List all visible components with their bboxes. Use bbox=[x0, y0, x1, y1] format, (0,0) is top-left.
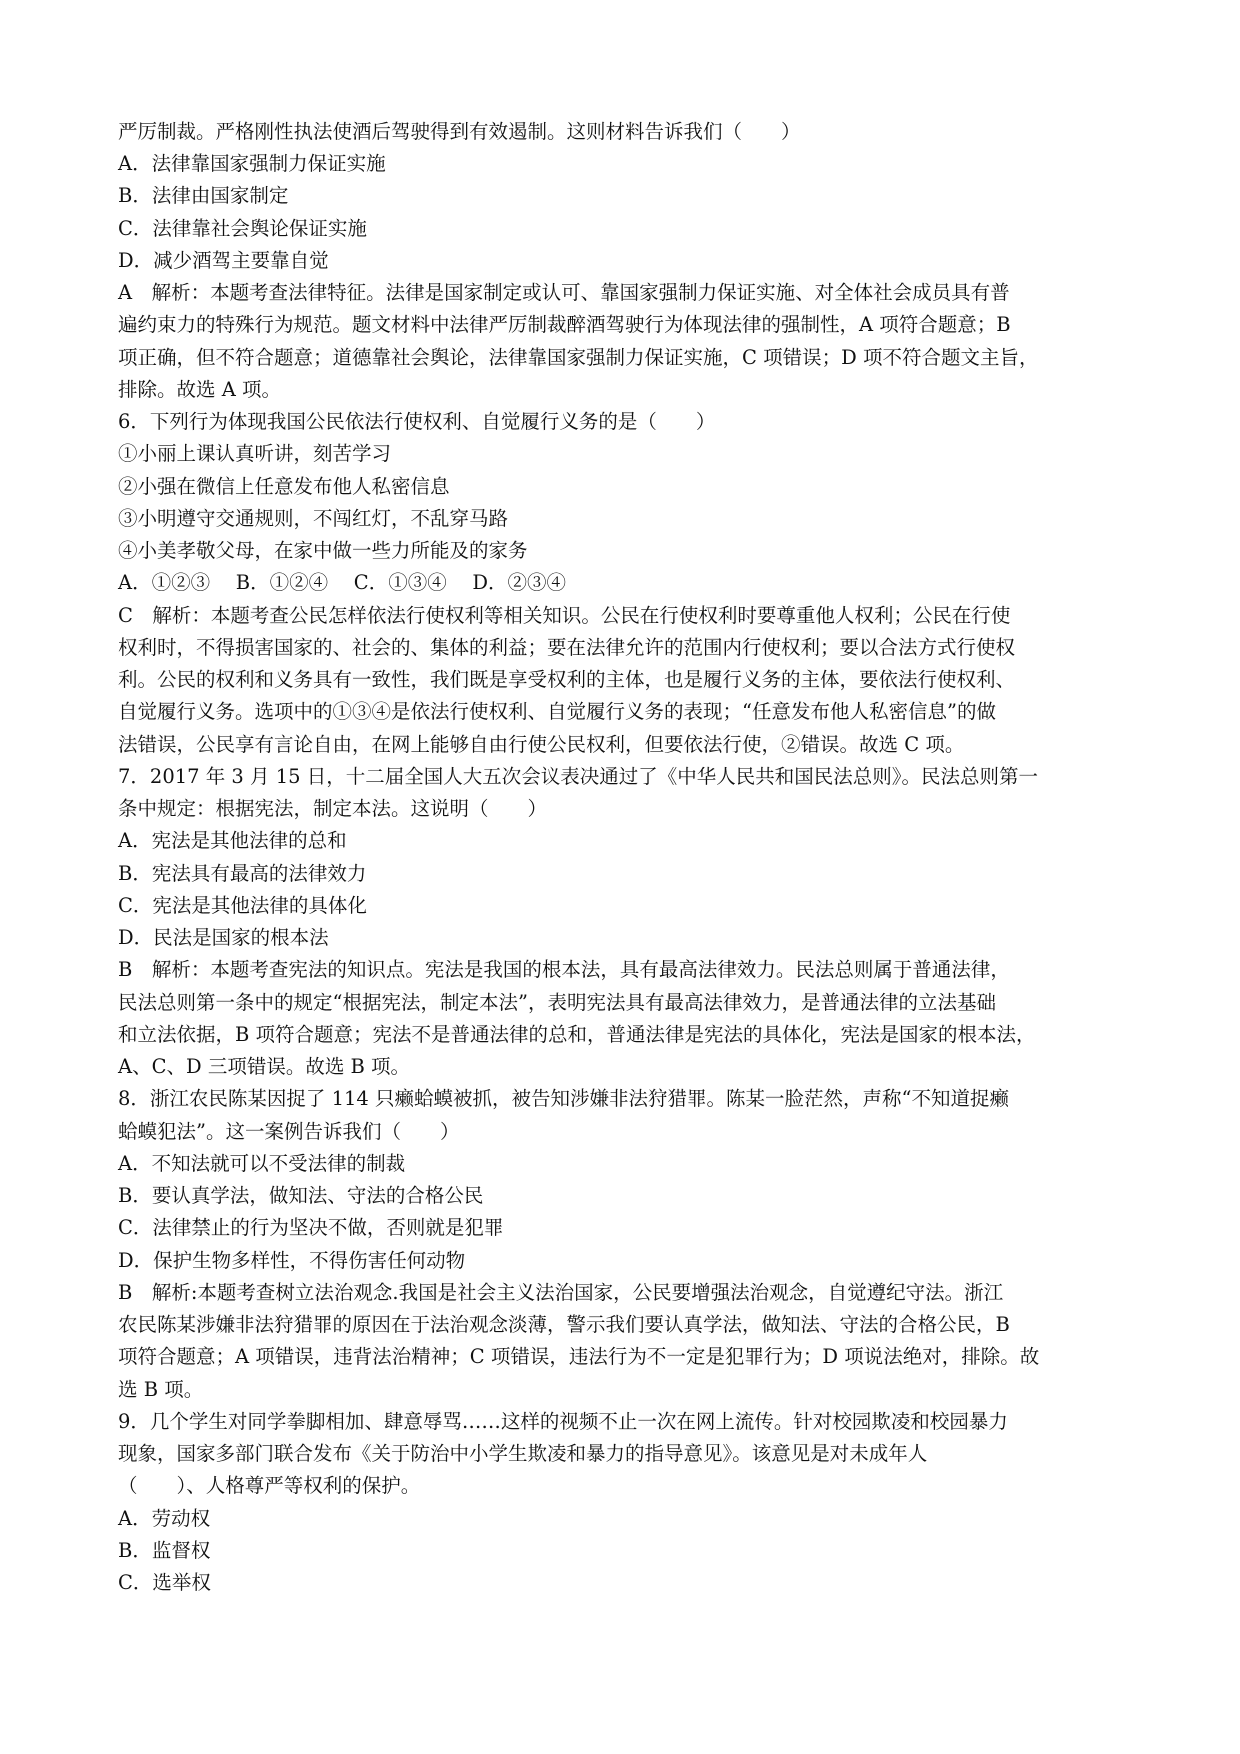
text-line: D．保护生物多样性，不得伤害任何动物 bbox=[118, 1249, 466, 1272]
text-line: A．不知法就可以不受法律的制裁 bbox=[118, 1152, 406, 1175]
text-line: 遍约束力的特殊行为规范。题文材料中法律严厉制裁醉酒驾驶行为体现法律的强制性，A 项符合题意；B bbox=[118, 313, 1011, 336]
text-line: C．选举权 bbox=[118, 1571, 211, 1594]
text-line: ③小明遵守交通规则，不闯红灯，不乱穿马路 bbox=[118, 507, 509, 530]
text-line: 条中规定：根据宪法，制定本法。这说明（ ） bbox=[118, 797, 548, 820]
text-line: 自觉履行义务。选项中的①③④是依法行使权利、自觉履行义务的表现；“任意发布他人私密信息”的做 bbox=[118, 700, 996, 723]
text-line: C．法律靠社会舆论保证实施 bbox=[118, 217, 367, 240]
text-line: 项符合题意；A 项错误，违背法治精神；C 项错误，违法行为不一定是犯罪行为；D 项说法绝对，排除。故 bbox=[118, 1345, 1040, 1368]
text-line: 项正确，但不符合题意；道德靠社会舆论，法律靠国家强制力保证实施，C 项错误；D 项不符合题文主旨， bbox=[118, 346, 1039, 369]
text-line: D．减少酒驾主要靠自觉 bbox=[118, 249, 329, 272]
text-line: 8．浙江农民陈某因捉了 114 只癞蛤蟆被抓，被告知涉嫌非法狩猎罪。陈某一脸茫然，声称“不知道捉癞 bbox=[118, 1087, 1009, 1110]
text-line: B．要认真学法，做知法、守法的合格公民 bbox=[118, 1184, 484, 1207]
text-line: B 解析：本题考查宪法的知识点。宪法是我国的根本法，具有最高法律效力。民法总则属于普通法律， bbox=[118, 958, 1010, 981]
text-line: （ ）、人格尊严等权利的保护。 bbox=[118, 1474, 421, 1497]
text-line: 现象，国家多部门联合发布《关于防治中小学生欺凌和暴力的指导意见》。该意见是对未成年人 bbox=[118, 1442, 928, 1465]
text-line: B．监督权 bbox=[118, 1539, 211, 1562]
text-line: C．宪法是其他法律的具体化 bbox=[118, 894, 367, 917]
text-line: ②小强在微信上任意发布他人私密信息 bbox=[118, 475, 450, 498]
text-line: A．宪法是其他法律的总和 bbox=[118, 829, 347, 852]
text-line: ①小丽上课认真听讲，刻苦学习 bbox=[118, 442, 392, 465]
text-line: 选 B 项。 bbox=[118, 1378, 204, 1401]
text-line: A 解析：本题考查法律特征。法律是国家制定或认可、靠国家强制力保证实施、对全体社会成员具有普 bbox=[118, 281, 1010, 304]
text-line: B 解析:本题考查树立法治观念.我国是社会主义法治国家，公民要增强法治观念，自觉遵纪守法。浙江 bbox=[118, 1281, 1004, 1304]
text-line: 9．几个学生对同学拳脚相加、肆意辱骂……这样的视频不止一次在网上流传。针对校园欺凌和校园暴力 bbox=[118, 1410, 1008, 1433]
text-line: A．劳动权 bbox=[118, 1507, 211, 1530]
text-line: ④小美孝敬父母，在家中做一些力所能及的家务 bbox=[118, 539, 528, 562]
text-line: 法错误，公民享有言论自由，在网上能够自由行使公民权利，但要依法行使，②错误。故选 C 项。 bbox=[118, 733, 965, 756]
text-line: C 解析：本题考查公民怎样依法行使权利等相关知识。公民在行使权利时要尊重他人权利；公民在行使 bbox=[118, 604, 1011, 627]
text-line: 利。公民的权利和义务具有一致性，我们既是享受权利的主体，也是履行义务的主体，要依法行使权利、 bbox=[118, 668, 1016, 691]
text-line: D．民法是国家的根本法 bbox=[118, 926, 329, 949]
text-line: A、C、D 三项错误。故选 B 项。 bbox=[118, 1055, 411, 1078]
text-line: 权利时，不得损害国家的、社会的、集体的利益；要在法律允许的范围内行使权利；要以合法方式行使权 bbox=[118, 636, 1016, 659]
text-line: 排除。故选 A 项。 bbox=[118, 378, 281, 401]
text-line: A．①②③ B．①②④ C．①③④ D．②③④ bbox=[118, 571, 567, 594]
text-line: 严厉制裁。严格刚性执法使酒后驾驶得到有效遏制。这则材料告诉我们（ ） bbox=[118, 120, 801, 143]
text-line: A．法律靠国家强制力保证实施 bbox=[118, 152, 386, 175]
text-line: B．宪法具有最高的法律效力 bbox=[118, 862, 367, 885]
text-line: 蛤蟆犯法”。这一案例告诉我们（ ） bbox=[118, 1120, 460, 1143]
text-line: 民法总则第一条中的规定“根据宪法，制定本法”，表明宪法具有最高法律效力，是普通法律的立法基础 bbox=[118, 991, 996, 1014]
text-line: 7．2017 年 3 月 15 日，十二届全国人大五次会议表决通过了《中华人民共和国民法总则》。民法总则第一 bbox=[118, 765, 1038, 788]
text-line: 6．下列行为体现我国公民依法行使权利、自觉履行义务的是（ ） bbox=[118, 410, 716, 433]
text-line: C．法律禁止的行为坚决不做，否则就是犯罪 bbox=[118, 1216, 504, 1239]
text-line: 和立法依据，B 项符合题意；宪法不是普通法律的总和，普通法律是宪法的具体化，宪法是国家的根本法， bbox=[118, 1023, 1036, 1046]
text-line: B．法律由国家制定 bbox=[118, 184, 289, 207]
text-line: 农民陈某涉嫌非法狩猎罪的原因在于法治观念淡薄，警示我们要认真学法，做知法、守法的合格公民，B bbox=[118, 1313, 1010, 1336]
